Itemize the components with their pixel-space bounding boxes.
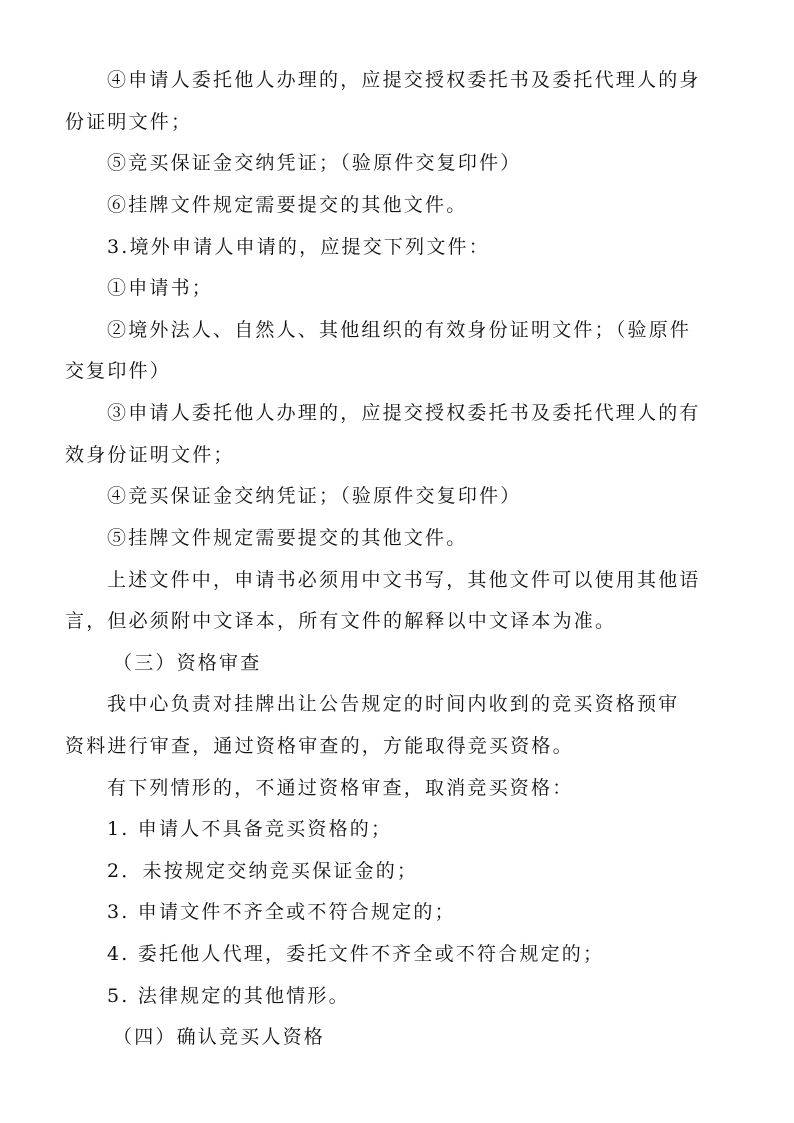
paragraph-line: 交复印件） [65, 360, 172, 382]
paragraph-line: 资料进行审查，通过资格审查的，方能取得竞买资格。 [65, 735, 574, 757]
list-item: 3. 申请文件不齐全或不符合规定的； [107, 901, 456, 923]
paragraph-line: 3.境外申请人申请的，应提交下列文件： [107, 236, 490, 258]
section-heading: （四）确认竞买人资格 [113, 1026, 326, 1048]
paragraph-line: ②境外法人、自然人、其他组织的有效身份证明文件；（验原件 [107, 319, 692, 341]
paragraph-line: 上述文件中，申请书必须用中文书写，其他文件可以使用其他语 [107, 569, 701, 591]
paragraph-line: 份证明文件； [65, 111, 193, 133]
paragraph-line: ⑤竞买保证金交纳凭证；（验原件交复印件） [107, 152, 522, 174]
list-item: 1. 申请人不具备竞买资格的； [107, 818, 393, 840]
paragraph-line: ⑤挂牌文件规定需要提交的其他文件。 [107, 527, 468, 549]
paragraph-line: 效身份证明文件； [65, 444, 235, 466]
paragraph-line: ④申请人委托他人办理的，应提交授权委托书及委托代理人的身 [107, 69, 701, 91]
list-item: 5. 法律规定的其他情形。 [107, 985, 350, 1007]
paragraph-line: 言，但必须附中文译本，所有文件的解释以中文译本为准。 [65, 610, 617, 632]
paragraph-line: ④竞买保证金交纳凭证；（验原件交复印件） [107, 485, 522, 507]
paragraph-line: 我中心负责对挂牌出让公告规定的时间内收到的竞买资格预审 [107, 693, 680, 715]
list-item: 2．未按规定交纳竞买保证金的； [107, 860, 419, 882]
paragraph-line: ⑥挂牌文件规定需要提交的其他文件。 [107, 194, 468, 216]
paragraph-line: ①申请书； [107, 277, 214, 299]
paragraph-line: 有下列情形的，不通过资格审查，取消竞买资格： [107, 777, 574, 799]
paragraph-line: ③申请人委托他人办理的，应提交授权委托书及委托代理人的有 [107, 402, 701, 424]
section-heading: （三）资格审查 [113, 652, 262, 674]
list-item: 4. 委托他人代理，委托文件不齐全或不符合规定的； [107, 943, 605, 965]
